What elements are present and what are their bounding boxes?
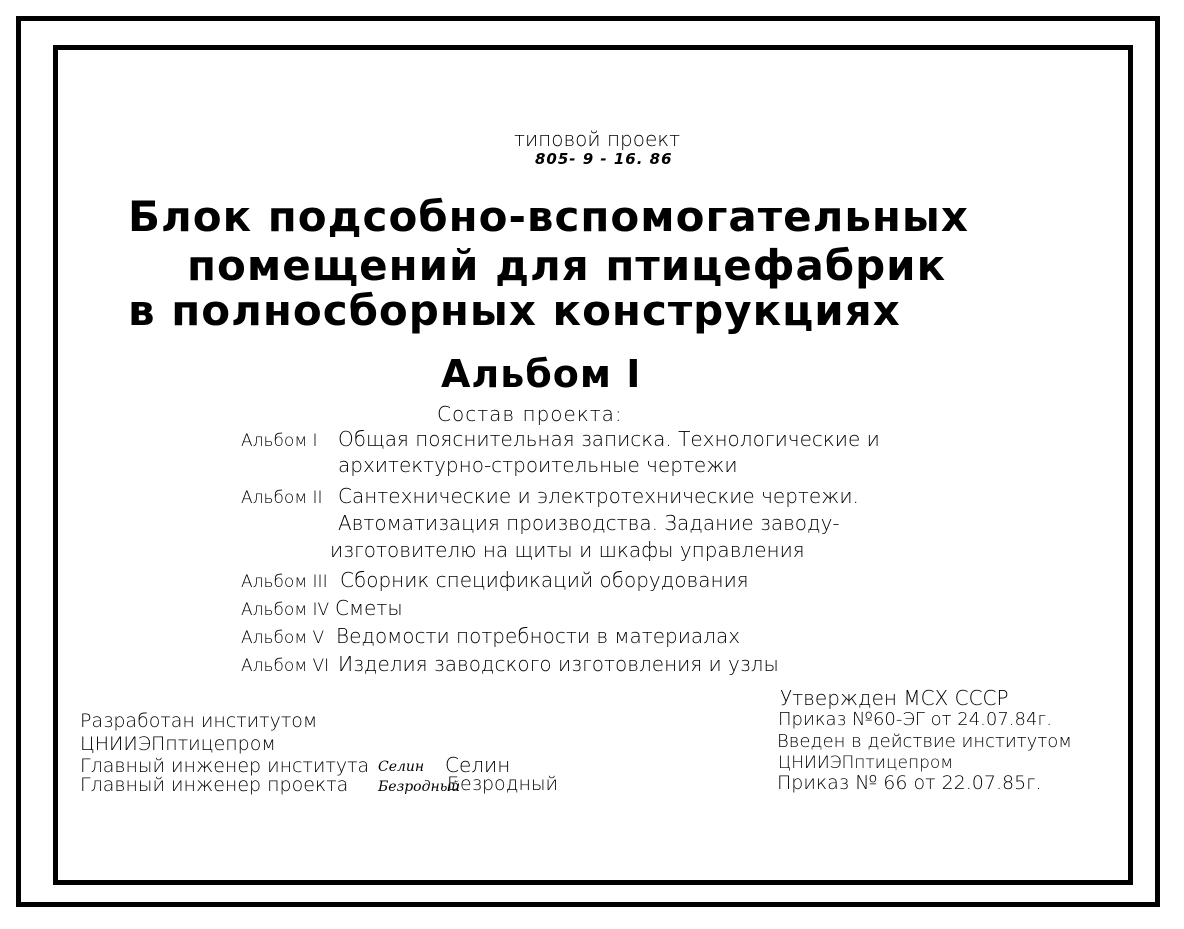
volume-1-label: Альбом I — [241, 431, 318, 451]
approval-line-5: Приказ № 66 от 22.07.85г. — [777, 772, 1042, 794]
approval-line-1: Утвержден МСХ СССР — [780, 686, 1009, 710]
chief-engineer-institute-name: Селин — [445, 753, 511, 777]
volume-2-line-1: Сантехнические и электротехнические чертежи. — [338, 484, 859, 508]
volume-2-line-3: изготовителю на щиты и шкафы управления — [330, 538, 805, 562]
chief-engineer-institute-label: Главный инженер института — [80, 755, 370, 777]
volume-5-line-1: Ведомости потребности в материалах — [336, 624, 741, 648]
title-line-1: Блок подсобно-вспомогательных — [128, 192, 969, 241]
volume-1-line-1: Общая пояснительная записка. Технологические и — [338, 427, 880, 451]
volume-1-line-2: архитектурно-строительные чертежи — [338, 453, 738, 477]
volume-4-label: Альбом IV — [241, 600, 330, 620]
project-code: 805- 9 - 16. 86 — [535, 150, 673, 168]
project-type-label: типовой проект — [514, 127, 681, 151]
volume-6-label: Альбом VI — [241, 656, 330, 676]
chief-engineer-project-name: Безродный — [447, 773, 559, 795]
volume-6-line-1: Изделия заводского изготовления и узлы — [338, 652, 779, 676]
volume-3-label: Альбом III — [241, 572, 328, 592]
volume-4-line-1: Сметы — [335, 596, 403, 620]
chief-engineer-project-signature: Безродный — [378, 779, 461, 795]
approval-line-3: Введен в действие институтом — [777, 731, 1072, 752]
chief-engineer-project-label: Главный инженер проекта — [80, 774, 349, 796]
title-line-3: в полносборных конструкциях — [128, 286, 901, 335]
approval-line-2: Приказ №60-ЭГ от 24.07.84г. — [778, 709, 1052, 730]
developer-line-1: Разработан институтом — [80, 710, 318, 732]
volume-2-label: Альбом II — [241, 488, 323, 508]
chief-engineer-institute-signature: Селин — [378, 759, 425, 775]
album-heading: Альбом I — [441, 352, 642, 396]
volume-5-label: Альбом V — [241, 628, 325, 648]
contents-heading: Состав проекта: — [437, 402, 623, 426]
developer-line-2: ЦНИИЭПптицепром — [80, 733, 276, 755]
approval-line-4: ЦНИИЭПптицепром — [778, 753, 954, 773]
volume-2-line-2: Автоматизация производства. Задание заводу- — [338, 511, 840, 535]
volume-3-line-1: Сборник спецификаций оборудования — [340, 568, 749, 592]
title-line-2: помещений для птицефабрик — [187, 241, 947, 290]
